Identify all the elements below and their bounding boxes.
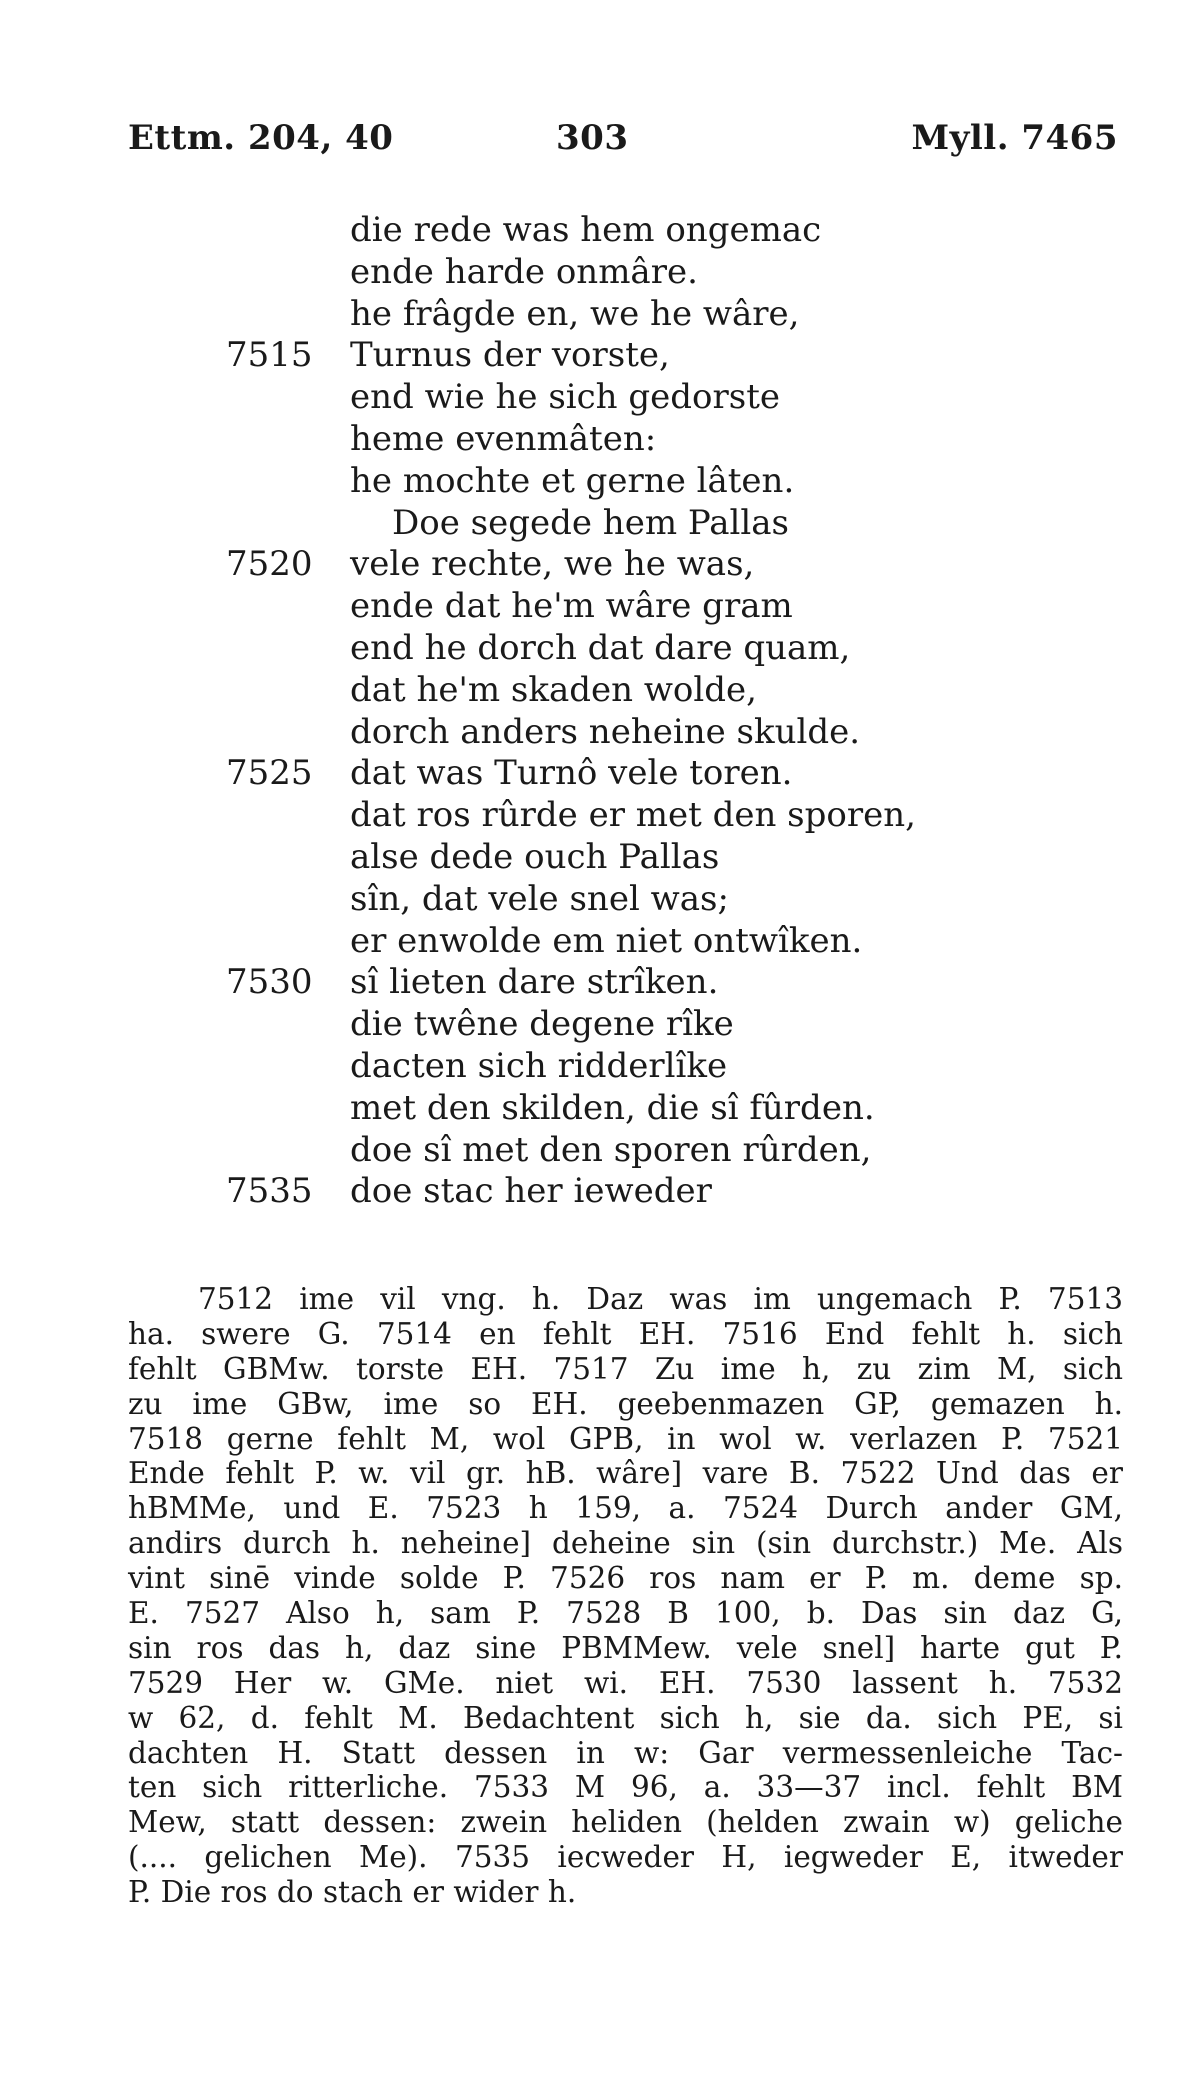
verse-line — [0, 544, 1200, 586]
verse-line — [0, 921, 1200, 963]
verse-line — [0, 252, 1200, 294]
verse-line-text: ende dat he'm wâre gram — [350, 586, 793, 627]
verse-line — [0, 586, 1200, 628]
verse-line — [0, 335, 1200, 377]
verse-text — [0, 210, 1200, 1213]
verse-line — [0, 1171, 1200, 1213]
verse-line — [0, 628, 1200, 670]
verse-line-text: met den skilden, die sî fûrden. — [350, 1087, 875, 1128]
critical-apparatus — [128, 1282, 1123, 1910]
apparatus-line: P. Die ros do stach er wider h. — [128, 1875, 577, 1910]
verse-line — [0, 1004, 1200, 1046]
verse-line-text: die rede was hem ongemac — [350, 210, 822, 250]
verse-line-text: die twêne degene rîke — [350, 1004, 734, 1045]
verse-line — [0, 1046, 1200, 1088]
running-head-right: Myll. 7465 — [911, 118, 1118, 158]
verse-line-text: heme evenmâten: — [350, 418, 657, 459]
verse-line-text: er enwolde em niet ontwîken. — [350, 920, 863, 961]
apparatus-line: zu ime GBw, ime so EH. geebenmazen GP, gemazen h. — [128, 1386, 1123, 1421]
verse-line — [0, 294, 1200, 336]
apparatus-line: ha. swere G. 7514 en fehlt EH. 7516 End fehlt h. sich — [128, 1316, 1123, 1351]
apparatus-line: 7518 gerne fehlt M, wol GPB, in wol w. verlazen P. 7521 — [128, 1421, 1123, 1456]
apparatus-line: fehlt GBMw. torste EH. 7517 Zu ime h, zu zim M, sich — [128, 1351, 1123, 1386]
verse-line-text: dat ros rûrde er met den sporen, — [350, 795, 916, 836]
verse-line — [0, 377, 1200, 419]
verse-line-text: vele rechte, we he was, — [350, 544, 755, 585]
verse-line — [0, 1130, 1200, 1172]
verse-line — [0, 210, 1200, 252]
apparatus-line: Mew, statt dessen: zwein heliden (helden zwain w) geliche — [128, 1805, 1123, 1840]
apparatus-line: 7529 Her w. GMe. niet wi. EH. 7530 lassent h. 7532 — [128, 1665, 1123, 1700]
verse-line-text: ende harde onmâre. — [350, 251, 698, 292]
verse-line-text: doe sî met den sporen rûrden, — [350, 1129, 872, 1170]
verse-line — [0, 837, 1200, 879]
verse-line — [0, 461, 1200, 503]
verse-line-text: dorch anders neheine skulde. — [350, 711, 861, 752]
verse-line-text: dat was Turnô vele toren. — [350, 753, 793, 794]
verse-line — [0, 712, 1200, 754]
apparatus-line: sin ros das h, daz sine PBMMew. vele snel] harte gut P. — [128, 1630, 1123, 1665]
verse-line — [0, 1088, 1200, 1130]
verse-line-text: sî lieten dare strîken. — [350, 962, 719, 1003]
line-number: 7535 — [226, 1171, 313, 1212]
apparatus-line: Ende fehlt P. w. vil gr. hB. wâre] vare B. 7522 Und das er — [128, 1456, 1123, 1491]
verse-line-text: he mochte et gerne lâten. — [350, 460, 795, 501]
verse-line — [0, 753, 1200, 795]
verse-line-text: Doe segede hem Pallas — [392, 502, 789, 543]
line-number: 7515 — [226, 335, 313, 376]
line-number: 7525 — [226, 753, 313, 794]
verse-line — [0, 879, 1200, 921]
line-number: 7530 — [226, 962, 313, 1003]
apparatus-line: vint sinē vinde solde P. 7526 ros nam er P. m. deme sp. — [128, 1561, 1123, 1596]
verse-line — [0, 795, 1200, 837]
verse-line-text: end wie he sich gedorste — [350, 377, 780, 418]
apparatus-line: hBMMe, und E. 7523 h 159, a. 7524 Durch ander GM, — [128, 1491, 1123, 1526]
verse-line-text: sîn, dat vele snel was; — [350, 878, 729, 919]
verse-line-text: dat he'm skaden wolde, — [350, 669, 757, 710]
apparatus-line: (.... gelichen Me). 7535 iecweder H, iegweder E, itweder — [128, 1840, 1123, 1875]
verse-line-text: Turnus der vorste, — [350, 335, 670, 376]
apparatus-line: E. 7527 Also h, sam P. 7528 B 100, b. Das sin daz G, — [128, 1596, 1123, 1631]
verse-line-text: end he dorch dat dare quam, — [350, 627, 851, 668]
apparatus-line: dachten H. Statt dessen in w: Gar vermessenleiche Tac- — [128, 1735, 1123, 1770]
apparatus-line: ten sich ritterliche. 7533 M 96, a. 33—37 incl. fehlt BM — [128, 1770, 1123, 1805]
verse-line-text: he frâgde en, we he wâre, — [350, 293, 800, 334]
verse-line — [0, 419, 1200, 461]
verse-line-text: doe stac her ieweder — [350, 1171, 712, 1212]
apparatus-line: andirs durch h. neheine] deheine sin (sin durchstr.) Me. Als — [128, 1526, 1123, 1561]
page-number: 303 — [556, 118, 629, 158]
apparatus-line: 7512 ime vil vng. h. Daz was im ungemach P. 7513 — [198, 1282, 1123, 1316]
verse-line — [0, 962, 1200, 1004]
apparatus-line: w 62, d. fehlt M. Bedachtent sich h, sie da. sich PE, si — [128, 1700, 1123, 1735]
verse-line-text: alse dede ouch Pallas — [350, 836, 720, 877]
verse-line-text: dacten sich ridderlîke — [350, 1045, 728, 1086]
running-head-left: Ettm. 204, 40 — [128, 118, 394, 158]
verse-line — [0, 670, 1200, 712]
verse-line — [0, 503, 1200, 545]
line-number: 7520 — [226, 544, 313, 585]
